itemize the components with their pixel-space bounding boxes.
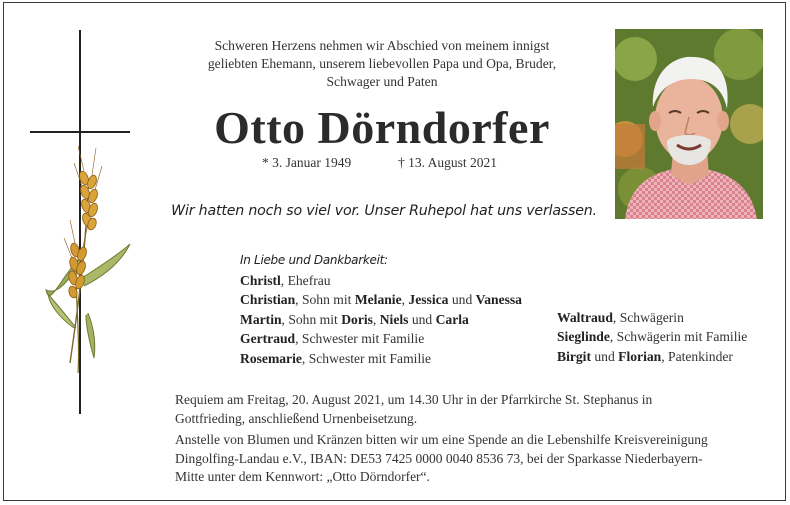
mourner-relation: , Ehefrau [280,273,331,288]
mourner-relation: , Sohn mit [281,311,342,327]
mourner-row [240,329,522,348]
intro-line: Schwager und Paten [326,74,438,89]
mourner-relation: , Schwester mit Familie [301,350,432,366]
mourner-name: Martin [240,311,282,327]
mourner-row [557,327,747,346]
mourner-name: Rosemarie [240,350,302,366]
mourner-row [240,310,522,329]
mourner-name: Vanessa [475,292,522,308]
mourner-name: Melanie [354,292,402,308]
obituary-notice [3,2,786,501]
death-date: † 13. August 2021 [398,155,498,170]
mourner-relation: , Schwägerin [612,310,684,325]
mourner-row [240,290,522,309]
donation-line: Mitte unter dem Kennwort: „Otto Dörndorfer“. [175,469,430,485]
mourner-name: Florian [618,348,662,364]
mourner-relation: und [590,348,619,364]
mourner-name: Sieglinde [557,329,610,345]
mourner-row [240,349,522,368]
mourner-name: Christl [240,273,281,288]
mourners-list-left [240,271,522,368]
donation-line: Dingolfing-Landau e.V., IBAN: DE53 7425 0000 0040 8536 73, bei der Sparkasse Niederbayern- [175,450,703,466]
mourner-name: Jessica [408,292,449,308]
intro-line: geliebten Ehemann, unserem liebevollen Papa und Opa, Bruder, [207,56,557,71]
motto-text: Wir hatten noch so viel vor. Unser Ruhepol hat uns verlassen. [171,203,597,219]
deceased-name: Otto Dörndorfer [214,102,550,153]
mourner-relation: und [448,292,476,308]
cross-with-wheat-icon [30,28,140,418]
mourner-name: Birgit [557,348,591,364]
intro-text [182,37,582,91]
intro-line: Schweren Herzens nehmen wir Abschied von meinem innigst [214,38,550,53]
requiem-line: Gottfrieding, anschließend Urnenbeisetzung. [175,410,418,426]
mourners-list-right [557,308,747,366]
mourner-name: Gertraud [240,331,296,347]
mourner-relation: , Sohn mit [295,292,355,308]
requiem-line: Requiem am Freitag, 20. August 2021, um 14.30 Uhr in der Pfarrkirche St. Stephanus in [175,392,653,407]
mourner-name: Christian [240,292,296,308]
mourner-row [557,347,747,366]
mourner-name: Niels [379,311,409,327]
mourner-relation: , [372,311,380,327]
birth-date: * 3. Januar 1949 [262,155,352,170]
mourner-relation: , [401,292,409,308]
requiem-paragraph [175,391,775,428]
portrait-photo [615,29,763,219]
mourner-name: Waltraud [557,310,613,325]
mourner-relation: , Schwester mit Familie [295,331,425,347]
donation-paragraph [175,431,775,487]
mourner-relation: , Patenkinder [661,348,733,364]
mourner-relation: und [408,311,436,327]
mourner-name: Carla [435,311,469,327]
mourner-row [240,271,522,290]
thanks-heading: In Liebe und Dankbarkeit: [240,253,388,267]
donation-line: Anstelle von Blumen und Kränzen bitten wir um eine Spende an die Lebenshilfe Kreisvereinigung [175,432,708,447]
mourner-row [557,308,747,327]
mourner-relation: , Schwägerin mit Familie [609,329,748,345]
mourner-name: Doris [341,311,373,327]
